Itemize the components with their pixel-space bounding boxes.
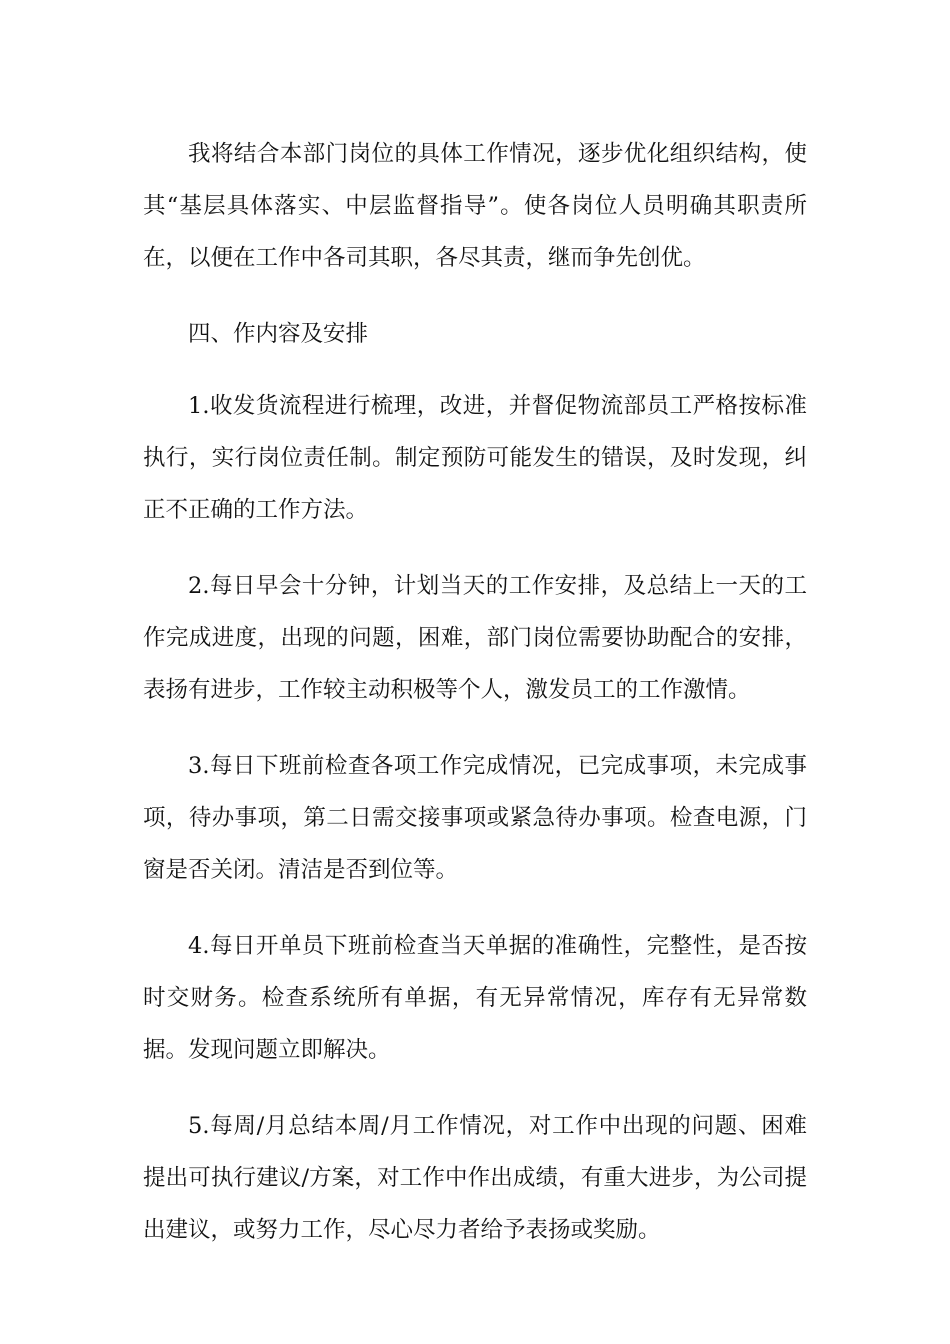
list-item-3: 3.每日下班前检查各项工作完成情况，已完成事项，未完成事项，待办事项，第二日需交接事项或紧急待办事项。检查电源，门窗是否关闭。清洁是否到位等。: [143, 753, 807, 883]
document-body: [143, 128, 807, 1280]
paragraph-intro: 我将结合本部门岗位的具体工作情况，逐步优化组织结构，使其“基层具体落实、中层监督指导”。使各岗位人员明确其职责所在，以便在工作中各司其职，各尽其责，继而争先创优。: [143, 141, 807, 271]
list-item-1: 1.收发货流程进行梳理，改进，并督促物流部员工严格按标准执行，实行岗位责任制。制定预防可能发生的错误，及时发现，纠正不正确的工作方法。: [143, 393, 807, 523]
list-item-4: 4.每日开单员下班前检查当天单据的准确性，完整性，是否按时交财务。检查系统所有单据，有无异常情况，库存有无异常数据。发现问题立即解决。: [143, 933, 807, 1063]
list-item-2: 2.每日早会十分钟，计划当天的工作安排，及总结上一天的工作完成进度，出现的问题，困难，部门岗位需要协助配合的安排，表扬有进步，工作较主动积极等个人，激发员工的工作激情。: [143, 573, 807, 703]
list-item-5: 5.每周/月总结本周/月工作情况，对工作中出现的问题、困难提出可执行建议/方案，对工作中作出成绩，有重大进步，为公司提出建议，或努力工作，尽心尽力者给予表扬或奖励。: [143, 1113, 807, 1243]
section-heading: 四、作内容及安排: [188, 321, 369, 347]
